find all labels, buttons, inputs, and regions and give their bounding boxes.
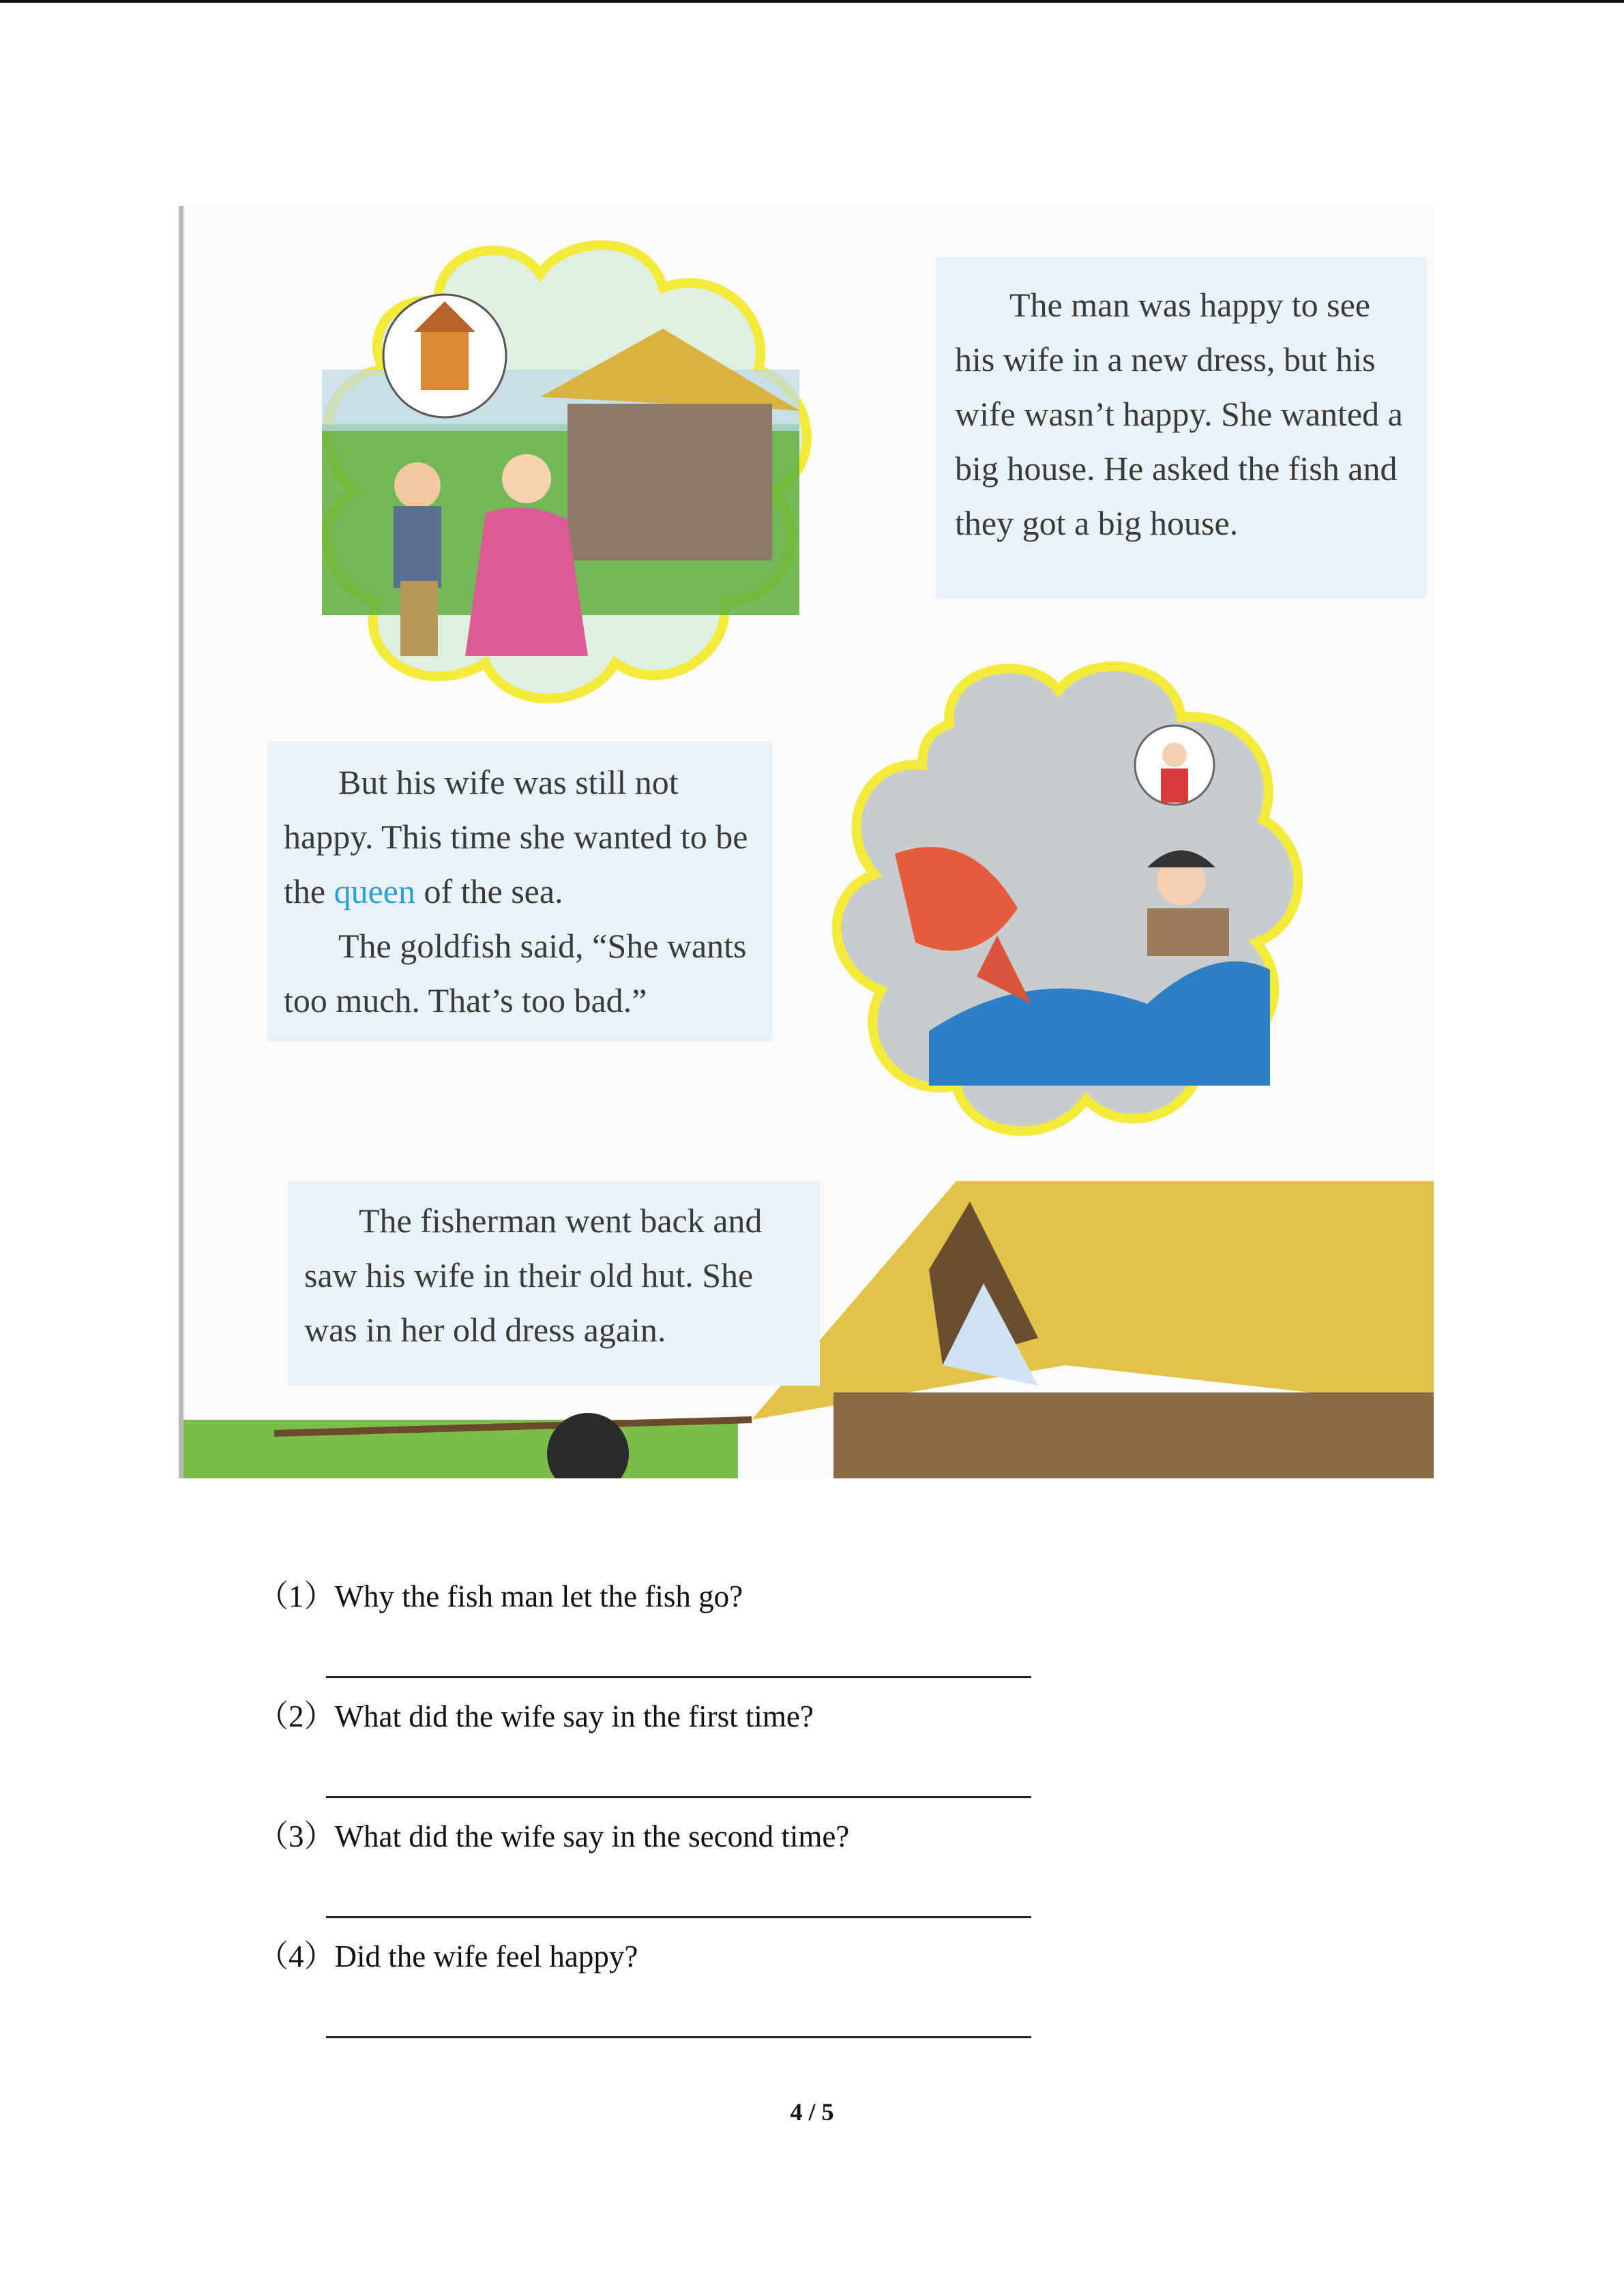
story-panel-2-line-1: But his wife was still not happy. This time she wanted to be the [284, 763, 748, 910]
question-3-text: What did the wife say in the second time? [334, 1819, 850, 1853]
answer-line-1[interactable] [326, 1676, 1031, 1678]
answer-line-2[interactable] [326, 1796, 1031, 1798]
question-2-text: What did the wife say in the first time? [334, 1699, 814, 1733]
story-panel-2-line-1-end: of the sea. [415, 872, 563, 910]
story-panel-1-text: The man was happy to see his wife in a new dress, but his wife wasn’t happy. She wanted a big house. He asked the fish and they got a big house. [955, 286, 1403, 542]
question-4 [258, 1937, 638, 1976]
answer-line-3[interactable] [326, 1916, 1031, 1918]
vocab-word-queen: queen [334, 872, 415, 910]
question-1-text: Why the fish man let the fish go? [334, 1579, 743, 1613]
question-4-text: Did the wife feel happy? [334, 1939, 638, 1973]
answer-line-4[interactable] [326, 2036, 1031, 2038]
question-4-number: （4） [258, 1939, 335, 1973]
scan-left-edge [179, 206, 183, 1478]
illustration-storm-sea [793, 649, 1338, 1167]
question-1 [258, 1577, 743, 1615]
textbook-scan [179, 206, 1434, 1478]
question-3-number: （3） [258, 1819, 335, 1853]
story-panel-2 [267, 741, 772, 1041]
question-2 [258, 1697, 814, 1735]
top-border-rule [0, 0, 1624, 3]
question-3 [258, 1817, 849, 1855]
story-panel-3-text: The fisherman went back and saw his wife in their old hut. She was in her old dress again. [304, 1202, 763, 1349]
story-panel-3 [288, 1181, 820, 1386]
story-panel-2-para-1 [284, 755, 758, 919]
question-1-number: （1） [258, 1579, 335, 1613]
story-panel-2-para-2: The goldfish said, “She wants too much. That’s too bad.” [284, 927, 747, 1019]
question-2-number: （2） [258, 1699, 335, 1733]
page-number: 4 / 5 [790, 2098, 834, 2126]
illustration-couple-and-hut [281, 220, 949, 724]
story-panel-1 [936, 257, 1427, 598]
